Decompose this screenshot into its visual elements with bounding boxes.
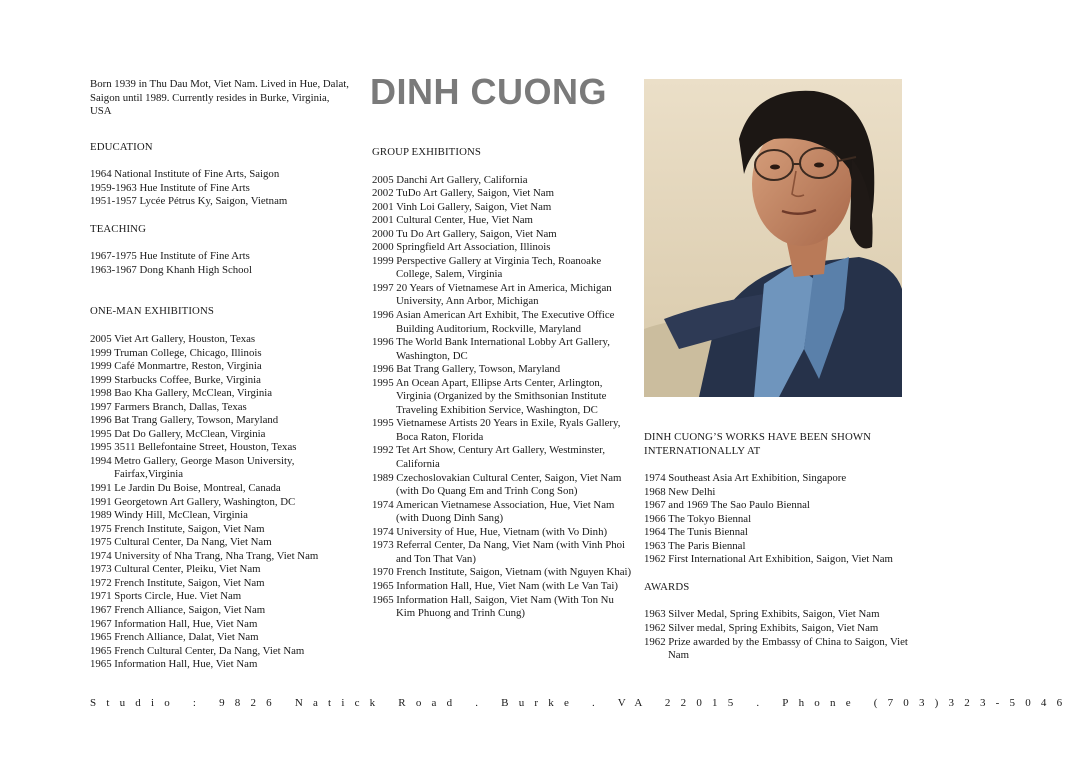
artist-intro: Born 1939 in Thu Dau Mot, Viet Nam. Lived in Hue, Dalat, Saigon until 1989. Currently resides in Burke, Virginia, USA	[90, 78, 349, 118]
list-item: 1991 Georgetown Art Gallery, Washington, DC	[90, 495, 296, 508]
list-item: 2001 Cultural Center, Hue, Viet Nam	[372, 214, 533, 227]
list-item: 2005 Viet Art Gallery, Houston, Texas	[90, 333, 256, 346]
list-item: 1974 American Vietnamese Association, Hue, Viet Nam (with Duong Dinh Sang)	[372, 498, 615, 525]
list-item: 1966 The Tokyo Biennal	[644, 512, 752, 525]
list-item: 1963 The Paris Biennal	[644, 539, 746, 552]
list-item: 1974 Southeast Asia Art Exhibition, Singapore	[644, 472, 847, 485]
artist-name-title: DINH CUONG	[370, 71, 607, 112]
list-item: 1991 Le Jardin Du Boise, Montreal, Canada	[90, 482, 281, 495]
list-item: 1994 Metro Gallery, George Mason University, Fairfax,Virginia	[90, 454, 295, 481]
artist-portrait-photo	[644, 79, 902, 397]
list-item: 1963-1967 Dong Khanh High School	[90, 263, 252, 276]
list-item: 1995 An Ocean Apart, Ellipse Arts Center, Arlington, Virginia (Organized by the Smithsonian Institute Traveling Exhibition Service, Washington, DC	[372, 376, 607, 416]
list-item: 1968 New Delhi	[644, 485, 716, 498]
list-item: 1967 Information Hall, Hue, Viet Nam	[90, 617, 258, 630]
list-item: 1999 Starbucks Coffee, Burke, Virginia	[90, 373, 261, 386]
list-item: 1971 Sports Circle, Hue. Viet Nam	[90, 590, 242, 603]
one-man-exhibitions-heading: ONE-MAN EXHIBITIONS	[90, 305, 214, 318]
list-item: 1989 Windy Hill, McClean, Virginia	[90, 509, 248, 522]
list-item: 1973 Cultural Center, Pleiku, Viet Nam	[90, 563, 261, 576]
list-item: 1959-1963 Hue Institute of Fine Arts	[90, 181, 250, 194]
list-item: 1996 Bat Trang Gallery, Towson, Maryland	[372, 363, 561, 376]
list-item: 1995 Dat Do Gallery, McClean, Virginia	[90, 427, 266, 440]
education-list	[90, 168, 350, 209]
list-item: 2000 Springfield Art Association, Illinois	[372, 241, 551, 254]
awards-list	[644, 608, 914, 662]
list-item: 1965 French Alliance, Dalat, Viet Nam	[90, 631, 259, 644]
list-item: 1967 French Alliance, Saigon, Viet Nam	[90, 603, 266, 616]
list-item: 1965 Information Hall, Hue, Viet Nam (with Le Van Tai)	[372, 579, 618, 592]
teaching-list	[90, 250, 350, 277]
list-item: 1999 Perspective Gallery at Virginia Tech, Roanoake College, Salem, Virginia	[372, 254, 602, 281]
list-item: 1967 and 1969 The Sao Paulo Biennal	[644, 499, 810, 512]
list-item: 1965 Information Hall, Hue, Viet Nam	[90, 658, 258, 671]
teaching-heading: TEACHING	[90, 222, 146, 235]
list-item: 1996 Bat Trang Gallery, Towson, Maryland	[90, 414, 279, 427]
list-item: 1962 Prize awarded by the Embassy of China to Saigon, Viet Nam	[644, 635, 908, 662]
list-item: 1974 University of Nha Trang, Nha Trang, Viet Nam	[90, 549, 319, 562]
list-item: 1996 The World Bank International Lobby Art Gallery, Washington, DC	[372, 336, 610, 362]
list-item: 1965 Information Hall, Saigon, Viet Nam (With Ton Nu Kim Phuong and Trinh Cung)	[372, 593, 614, 620]
list-item: 1999 Truman College, Chicago, Illinois	[90, 346, 262, 359]
list-item: 1997 Farmers Branch, Dallas, Texas	[90, 400, 247, 413]
right-column	[644, 431, 914, 677]
list-item: 1962 First International Art Exhibition, Saigon, Viet Nam	[644, 553, 893, 566]
list-item: 1999 Café Monmartre, Reston, Virginia	[90, 360, 262, 373]
list-item: 1996 Asian American Art Exhibit, The Executive Office Building Auditorium, Rockville, Maryland	[372, 309, 615, 335]
one-man-exhibitions-list	[90, 333, 350, 672]
middle-column	[372, 146, 634, 635]
list-item: 1998 Bao Kha Gallery, McClean, Virginia	[90, 387, 273, 400]
group-exhibitions-heading: GROUP EXHIBITIONS	[372, 146, 481, 158]
list-item: 1951-1957 Lycée Pétrus Ky, Saigon, Vietnam	[90, 195, 288, 208]
portrait-illustration	[644, 79, 902, 397]
studio-contact-footer: Studio : 9826 Natick Road . Burke . VA 22015 . Phone (703)323-5046	[90, 697, 1072, 709]
international-heading: DINH CUONG’S WORKS HAVE BEEN SHOWN INTERNATIONALLY AT	[644, 431, 872, 457]
list-item: 1970 French Institute, Saigon, Vietnam (with Nguyen Khai)	[372, 566, 632, 579]
list-item: 1963 Silver Medal, Spring Exhibits, Saigon, Viet Nam	[644, 608, 880, 621]
list-item: 2005 Danchi Art Gallery, California	[372, 173, 528, 186]
group-exhibitions-list	[372, 174, 634, 621]
list-item: 1995 Vietnamese Artists 20 Years in Exile, Ryals Gallery, Boca Raton, Florida	[372, 417, 621, 443]
education-heading: EDUCATION	[90, 140, 153, 153]
list-item: 1997 20 Years of Vietnamese Art in America, Michigan University, Ann Arbor, Michigan	[372, 281, 612, 308]
list-item: 1967-1975 Hue Institute of Fine Arts	[90, 250, 250, 263]
list-item: 1964 The Tunis Biennal	[644, 526, 748, 539]
list-item: 1972 French Institute, Saigon, Viet Nam	[90, 576, 265, 589]
list-item: 2000 Tu Do Art Gallery, Saigon, Viet Nam	[372, 227, 557, 240]
list-item: 1965 French Cultural Center, Da Nang, Viet Nam	[90, 644, 305, 657]
list-item: 1989 Czechoslovakian Cultural Center, Saigon, Viet Nam (with Do Quang Em and Trinh Cong Son)	[372, 471, 622, 498]
list-item: 2001 Vinh Loi Gallery, Saigon, Viet Nam	[372, 200, 552, 213]
international-list	[644, 472, 914, 567]
list-item: 2002 TuDo Art Gallery, Saigon, Viet Nam	[372, 187, 554, 200]
list-item: 1964 National Institute of Fine Arts, Saigon	[90, 168, 280, 181]
awards-heading: AWARDS	[644, 580, 690, 593]
list-item: 1975 French Institute, Saigon, Viet Nam	[90, 522, 265, 535]
list-item: 1992 Tet Art Show, Century Art Gallery, Westminster, California	[372, 444, 606, 471]
list-item: 1995 3511 Bellefontaine Street, Houston, Texas	[90, 441, 297, 454]
left-column	[90, 78, 350, 686]
list-item: 1973 Referral Center, Da Nang, Viet Nam (with Vinh Phoi and Ton That Van)	[372, 539, 626, 565]
list-item: 1974 University of Hue, Hue, Vietnam (with Vo Dinh)	[372, 525, 608, 538]
list-item: 1975 Cultural Center, Da Nang, Viet Nam	[90, 536, 272, 549]
list-item: 1962 Silver medal, Spring Exhibits, Saigon, Viet Nam	[644, 622, 879, 635]
